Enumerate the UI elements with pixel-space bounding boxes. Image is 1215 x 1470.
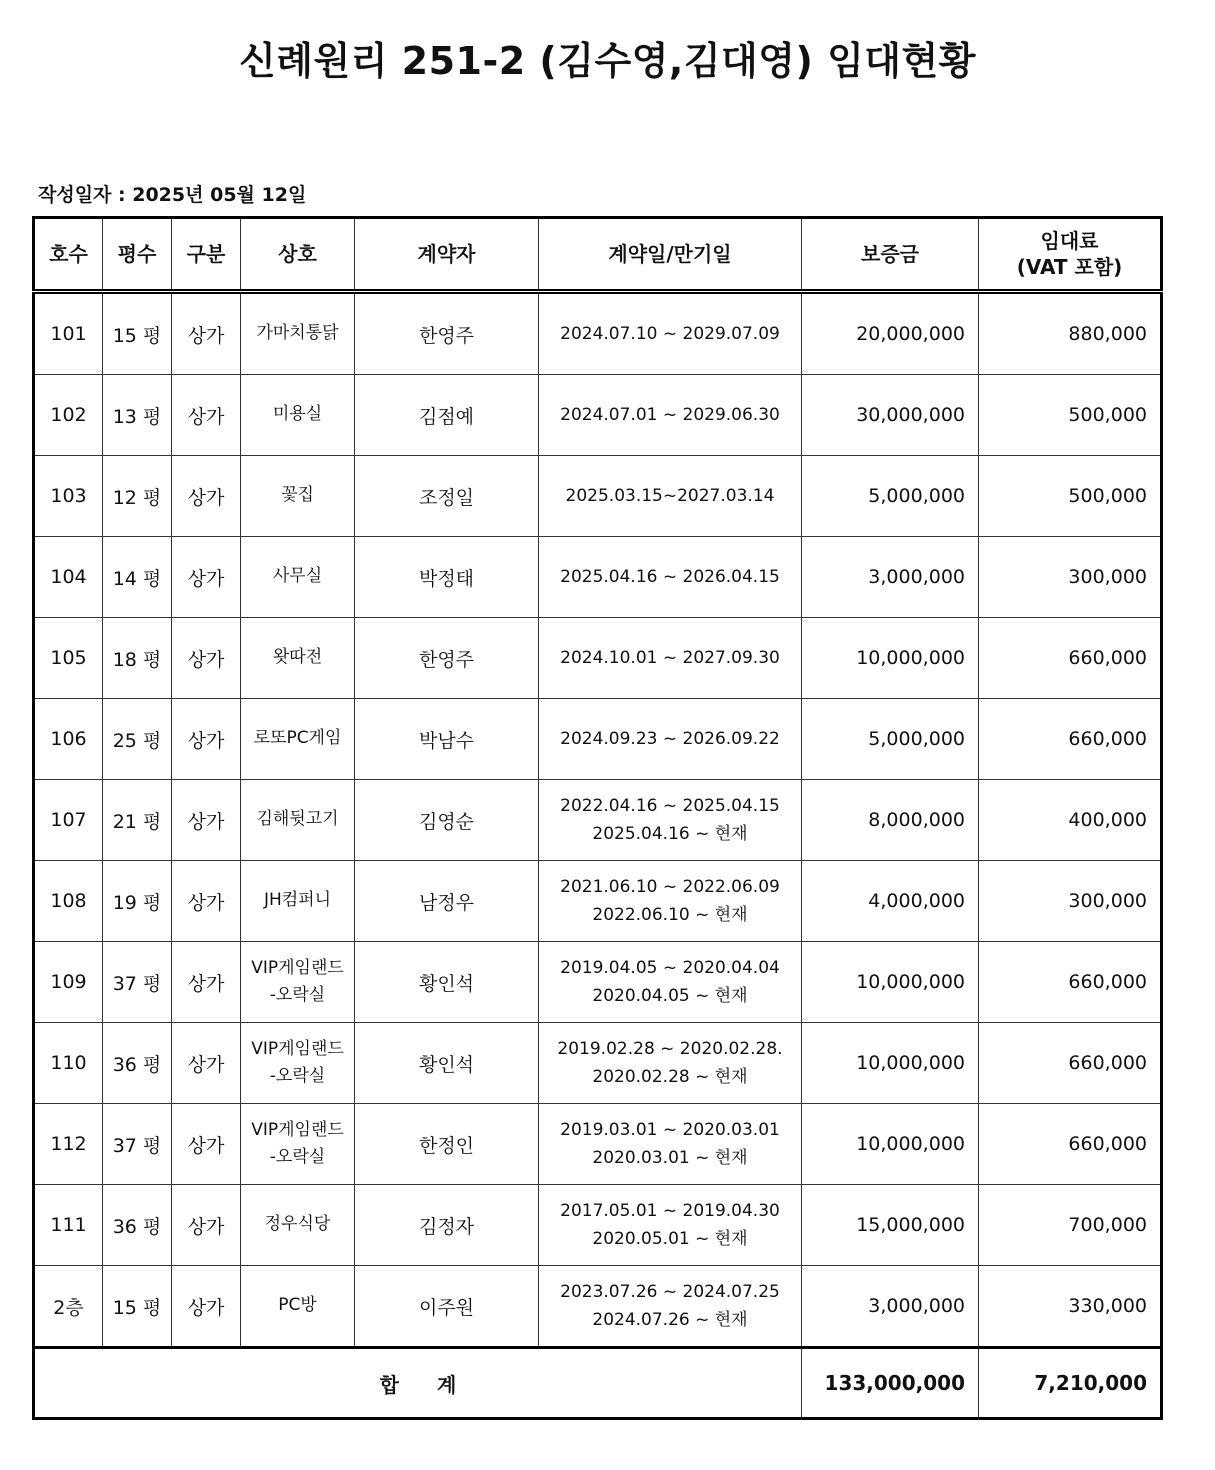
header-area: 평수 bbox=[103, 218, 172, 292]
unit-cell: 2층 bbox=[34, 1266, 103, 1348]
total-deposit: 133,000,000 bbox=[802, 1348, 979, 1419]
period-cell-line: 2024.10.01 ~ 2027.09.30 bbox=[560, 647, 780, 668]
period-cell bbox=[539, 780, 802, 861]
period-cell-line: 2019.03.01 ~ 2020.03.01 bbox=[560, 1119, 780, 1140]
unit-cell: 111 bbox=[34, 1185, 103, 1266]
table-row bbox=[34, 942, 1162, 1023]
area-cell: 13 평 bbox=[103, 375, 172, 456]
shop-cell-line: VIP게임랜드 bbox=[251, 1038, 344, 1059]
table-row bbox=[34, 618, 1162, 699]
tenant-cell: 한정인 bbox=[355, 1104, 539, 1185]
shop-cell-line: 미용실 bbox=[272, 404, 323, 425]
shop-cell-line: VIP게임랜드 bbox=[251, 957, 344, 978]
table-row bbox=[34, 375, 1162, 456]
shop-cell bbox=[241, 1185, 355, 1266]
shop-cell-line: 로또PC게임 bbox=[253, 728, 342, 749]
table-row bbox=[34, 1104, 1162, 1185]
period-cell bbox=[539, 861, 802, 942]
area-cell: 36 평 bbox=[103, 1185, 172, 1266]
unit-cell: 107 bbox=[34, 780, 103, 861]
shop-cell bbox=[241, 375, 355, 456]
unit-cell: 106 bbox=[34, 699, 103, 780]
shop-cell-line: JH컴퍼니 bbox=[263, 890, 332, 911]
area-cell: 25 평 bbox=[103, 699, 172, 780]
shop-cell bbox=[241, 537, 355, 618]
table-row bbox=[34, 537, 1162, 618]
shop-cell-line: 왓따전 bbox=[272, 647, 323, 668]
shop-cell bbox=[241, 1023, 355, 1104]
tenant-cell: 김영순 bbox=[355, 780, 539, 861]
header-rent-line2: (VAT 포함) bbox=[1016, 255, 1123, 279]
period-cell-line: 2019.04.05 ~ 2020.04.04 bbox=[560, 957, 780, 978]
rent-cell: 330,000 bbox=[979, 1266, 1162, 1348]
area-cell: 15 평 bbox=[103, 1266, 172, 1348]
shop-cell bbox=[241, 942, 355, 1023]
document-title: 신례원리 251-2 (김수영,김대영) 임대현황 bbox=[239, 39, 976, 83]
deposit-cell: 10,000,000 bbox=[802, 1104, 979, 1185]
area-cell: 37 평 bbox=[103, 1104, 172, 1185]
unit-cell: 110 bbox=[34, 1023, 103, 1104]
shop-cell-line: 정우식당 bbox=[264, 1214, 331, 1235]
table-row bbox=[34, 861, 1162, 942]
type-cell: 상가 bbox=[172, 1023, 241, 1104]
table-body bbox=[34, 292, 1162, 1348]
header-period: 계약일/만기일 bbox=[539, 218, 802, 292]
table-row bbox=[34, 699, 1162, 780]
deposit-cell: 3,000,000 bbox=[802, 1266, 979, 1348]
deposit-cell: 10,000,000 bbox=[802, 618, 979, 699]
area-cell: 21 평 bbox=[103, 780, 172, 861]
period-cell-line: 2024.07.26 ~ 현재 bbox=[592, 1310, 748, 1330]
type-cell: 상가 bbox=[172, 942, 241, 1023]
type-cell: 상가 bbox=[172, 537, 241, 618]
shop-cell-line: PC방 bbox=[278, 1295, 317, 1316]
unit-cell: 103 bbox=[34, 456, 103, 537]
header-tenant: 계약자 bbox=[355, 218, 539, 292]
period-cell bbox=[539, 456, 802, 537]
period-cell bbox=[539, 375, 802, 456]
rent-cell: 500,000 bbox=[979, 456, 1162, 537]
period-cell-line: 2024.07.01 ~ 2029.06.30 bbox=[560, 404, 780, 425]
rent-cell: 500,000 bbox=[979, 375, 1162, 456]
header-shop: 상호 bbox=[241, 218, 355, 292]
period-cell-line: 2019.02.28 ~ 2020.02.28. bbox=[557, 1038, 783, 1059]
tenant-cell: 박남수 bbox=[355, 699, 539, 780]
shop-cell-line: VIP게임랜드 bbox=[251, 1119, 344, 1140]
period-cell-line: 2025.03.15~2027.03.14 bbox=[565, 485, 775, 506]
type-cell: 상가 bbox=[172, 780, 241, 861]
tenant-cell: 조정일 bbox=[355, 456, 539, 537]
deposit-cell: 8,000,000 bbox=[802, 780, 979, 861]
period-cell bbox=[539, 1023, 802, 1104]
shop-cell bbox=[241, 1104, 355, 1185]
shop-cell-line: 꽃집 bbox=[281, 485, 314, 506]
period-cell-line: 2024.09.23 ~ 2026.09.22 bbox=[560, 728, 780, 749]
period-cell-line: 2022.04.16 ~ 2025.04.15 bbox=[560, 795, 780, 816]
shop-cell-line: -오락실 bbox=[269, 985, 326, 1005]
period-cell bbox=[539, 1185, 802, 1266]
period-cell-line: 2017.05.01 ~ 2019.04.30 bbox=[560, 1200, 780, 1221]
period-cell-line: 2020.05.01 ~ 현재 bbox=[592, 1229, 748, 1249]
area-cell: 18 평 bbox=[103, 618, 172, 699]
header-row bbox=[34, 218, 1162, 292]
table-row bbox=[34, 780, 1162, 861]
deposit-cell: 5,000,000 bbox=[802, 456, 979, 537]
rent-cell: 660,000 bbox=[979, 699, 1162, 780]
area-cell: 12 평 bbox=[103, 456, 172, 537]
total-label: 합계 bbox=[379, 1372, 495, 1397]
table-row bbox=[34, 1185, 1162, 1266]
rent-cell: 660,000 bbox=[979, 1023, 1162, 1104]
total-label-cell bbox=[34, 1348, 802, 1419]
deposit-cell: 10,000,000 bbox=[802, 1023, 979, 1104]
shop-cell-line: 사무실 bbox=[272, 566, 323, 587]
shop-cell-line: 가마치통닭 bbox=[256, 323, 339, 344]
table-row bbox=[34, 292, 1162, 375]
area-cell: 37 평 bbox=[103, 942, 172, 1023]
type-cell: 상가 bbox=[172, 861, 241, 942]
period-cell-line: 2024.07.10 ~ 2029.07.09 bbox=[560, 323, 780, 344]
shop-cell bbox=[241, 780, 355, 861]
type-cell: 상가 bbox=[172, 1185, 241, 1266]
period-cell bbox=[539, 699, 802, 780]
area-cell: 36 평 bbox=[103, 1023, 172, 1104]
header-rent-line1: 임대료 bbox=[1040, 229, 1099, 253]
type-cell: 상가 bbox=[172, 375, 241, 456]
rent-cell: 880,000 bbox=[979, 292, 1162, 375]
unit-cell: 112 bbox=[34, 1104, 103, 1185]
shop-cell bbox=[241, 456, 355, 537]
type-cell: 상가 bbox=[172, 618, 241, 699]
total-rent: 7,210,000 bbox=[979, 1348, 1162, 1419]
tenant-cell: 박정태 bbox=[355, 537, 539, 618]
period-cell bbox=[539, 942, 802, 1023]
header-deposit: 보증금 bbox=[802, 218, 979, 292]
period-cell-line: 2020.03.01 ~ 현재 bbox=[592, 1148, 748, 1168]
shop-cell-line: -오락실 bbox=[269, 1147, 326, 1167]
deposit-cell: 30,000,000 bbox=[802, 375, 979, 456]
period-cell-line: 2021.06.10 ~ 2022.06.09 bbox=[560, 876, 780, 897]
rent-cell: 660,000 bbox=[979, 1104, 1162, 1185]
deposit-cell: 10,000,000 bbox=[802, 942, 979, 1023]
type-cell: 상가 bbox=[172, 1104, 241, 1185]
tenant-cell: 남정우 bbox=[355, 861, 539, 942]
period-cell-line: 2023.07.26 ~ 2024.07.25 bbox=[560, 1281, 780, 1302]
deposit-cell: 15,000,000 bbox=[802, 1185, 979, 1266]
period-cell bbox=[539, 1104, 802, 1185]
total-row bbox=[34, 1348, 1162, 1419]
period-cell-line: 2025.04.16 ~ 2026.04.15 bbox=[560, 566, 780, 587]
shop-cell bbox=[241, 861, 355, 942]
period-cell-line: 2022.06.10 ~ 현재 bbox=[592, 905, 748, 925]
period-cell-line: 2020.02.28 ~ 현재 bbox=[592, 1067, 748, 1087]
table-row bbox=[34, 456, 1162, 537]
type-cell: 상가 bbox=[172, 699, 241, 780]
tenant-cell: 김정자 bbox=[355, 1185, 539, 1266]
area-cell: 19 평 bbox=[103, 861, 172, 942]
unit-cell: 105 bbox=[34, 618, 103, 699]
unit-cell: 104 bbox=[34, 537, 103, 618]
tenant-cell: 황인석 bbox=[355, 1023, 539, 1104]
unit-cell: 102 bbox=[34, 375, 103, 456]
type-cell: 상가 bbox=[172, 1266, 241, 1348]
type-cell: 상가 bbox=[172, 456, 241, 537]
header-rent bbox=[979, 218, 1162, 292]
rent-cell: 660,000 bbox=[979, 618, 1162, 699]
deposit-cell: 20,000,000 bbox=[802, 292, 979, 375]
shop-cell-line: -오락실 bbox=[269, 1066, 326, 1086]
deposit-cell: 3,000,000 bbox=[802, 537, 979, 618]
rent-cell: 700,000 bbox=[979, 1185, 1162, 1266]
shop-cell bbox=[241, 618, 355, 699]
shop-cell bbox=[241, 1266, 355, 1348]
period-cell bbox=[539, 1266, 802, 1348]
lease-table bbox=[32, 216, 1163, 1420]
shop-cell bbox=[241, 699, 355, 780]
period-cell bbox=[539, 618, 802, 699]
period-cell bbox=[539, 537, 802, 618]
tenant-cell: 이주원 bbox=[355, 1266, 539, 1348]
rent-cell: 300,000 bbox=[979, 861, 1162, 942]
header-unit: 호수 bbox=[34, 218, 103, 292]
table-row bbox=[34, 1266, 1162, 1348]
tenant-cell: 한영주 bbox=[355, 618, 539, 699]
rent-cell: 300,000 bbox=[979, 537, 1162, 618]
period-cell-line: 2020.04.05 ~ 현재 bbox=[592, 986, 748, 1006]
header-type: 구분 bbox=[172, 218, 241, 292]
period-cell-line: 2025.04.16 ~ 현재 bbox=[592, 824, 748, 844]
unit-cell: 101 bbox=[34, 292, 103, 375]
table-row bbox=[34, 1023, 1162, 1104]
period-cell bbox=[539, 292, 802, 375]
deposit-cell: 4,000,000 bbox=[802, 861, 979, 942]
rent-cell: 660,000 bbox=[979, 942, 1162, 1023]
shop-cell-line: 김해뒷고기 bbox=[256, 809, 339, 830]
tenant-cell: 한영주 bbox=[355, 292, 539, 375]
type-cell: 상가 bbox=[172, 292, 241, 375]
area-cell: 14 평 bbox=[103, 537, 172, 618]
area-cell: 15 평 bbox=[103, 292, 172, 375]
tenant-cell: 황인석 bbox=[355, 942, 539, 1023]
unit-cell: 108 bbox=[34, 861, 103, 942]
rent-cell: 400,000 bbox=[979, 780, 1162, 861]
tenant-cell: 김점예 bbox=[355, 375, 539, 456]
deposit-cell: 5,000,000 bbox=[802, 699, 979, 780]
unit-cell: 109 bbox=[34, 942, 103, 1023]
shop-cell bbox=[241, 292, 355, 375]
date-written: 작성일자 : 2025년 05월 12일 bbox=[38, 184, 307, 206]
